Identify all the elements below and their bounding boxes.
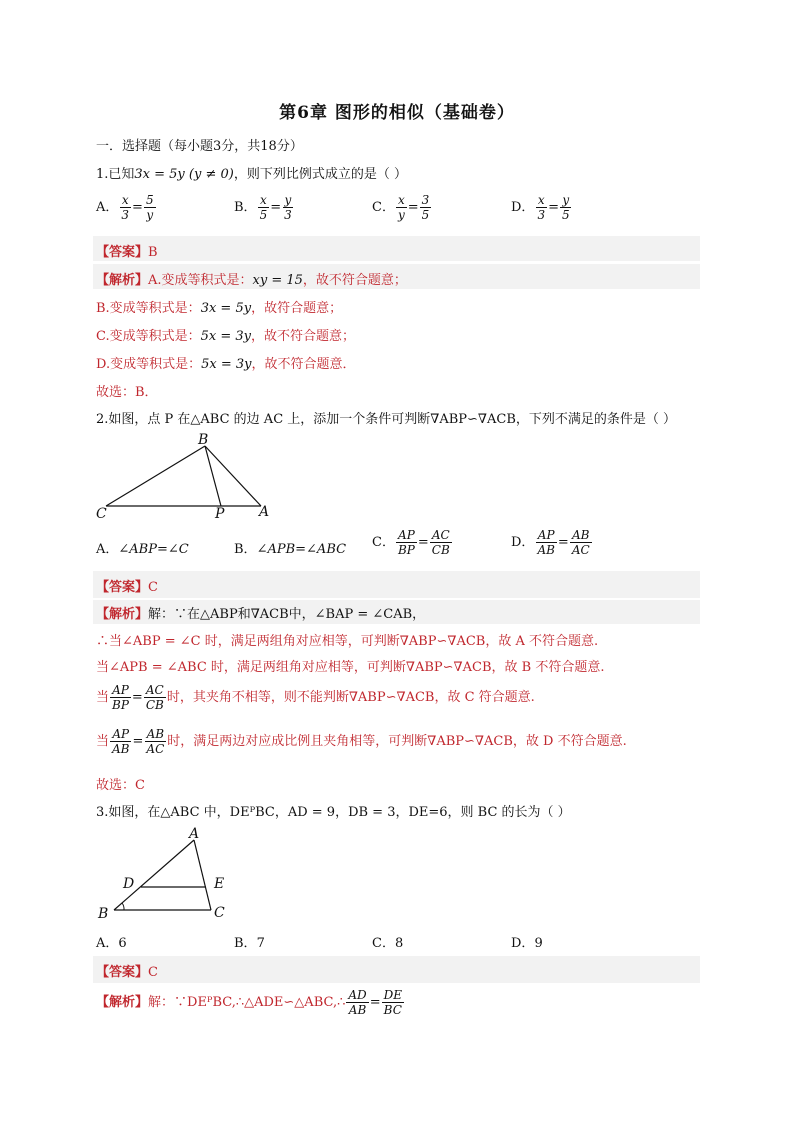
q1-analysis-line-4: D.变成等积式是：5x = 3y，故不符合题意． [96, 357, 356, 372]
q1-answer-bg [93, 236, 700, 261]
q2-analysis-line-2: ∴当∠ABP = ∠C 时，满足两组角对应相等，可判断∇ABP∽∇ACB，故 A 不符合题意. [96, 634, 599, 649]
q1-conclusion: 故选：B． [96, 385, 158, 400]
q1-analysis-line-2: B.变成等积式是：3x = 5y，故符合题意； [96, 301, 343, 316]
q3-option-a[interactable]: A．6 [96, 936, 127, 951]
q2-option-b[interactable]: B．∠APB=∠ABC [234, 542, 347, 557]
q2-triangle-figure [94, 430, 284, 522]
q1-analysis-line-3: C.变成等积式是：5x = 3y，故不符合题意； [96, 329, 356, 344]
page-title: 第6章 图形的相似（基础卷） [279, 103, 515, 123]
q1-option-d[interactable]: D． $\frac{x}{3}$ = $\frac{y}{5}$ [511, 193, 570, 222]
q1-option-a[interactable]: A． $\frac{x}{3}$ = $\frac{5}{y}$ [96, 193, 154, 222]
q3-triangle-figure [94, 822, 234, 922]
q1-analysis-line-1: 【解析】A.变成等积式是：xy = 15，故不符合题意； [96, 273, 407, 288]
q2-option-a[interactable]: A．∠ABP=∠C [96, 542, 189, 557]
q3-option-b[interactable]: B．7 [234, 936, 265, 951]
q3-option-c[interactable]: C．8 [372, 936, 404, 951]
q2-label-b: B [198, 432, 209, 448]
q2-answer-bg [93, 571, 700, 598]
q3-answer-bg [93, 956, 700, 983]
q3-answer: 【答案】C [96, 965, 158, 980]
q2-answer: 【答案】C [96, 580, 158, 595]
q3-analysis-line-1: 【解析】解：∵DEᴾBC,∴△ADE∽△ABC,∴ $\frac{AD}{AB}$ = $\frac{DE}{BC}$ [96, 988, 402, 1017]
q2-option-c[interactable]: C． $\frac{AP}{BP}$ = $\frac{AC}{CB}$ [372, 528, 450, 557]
q2-analysis-line-1: 【解析】解：∵在△ABP和∇ACB中，∠BAP = ∠CAB， [96, 607, 426, 622]
q3-option-d[interactable]: D．9 [511, 936, 543, 951]
q1-option-b[interactable]: B． $\frac{x}{5}$ = $\frac{y}{3}$ [234, 193, 292, 222]
q3-label-d: D [123, 876, 135, 892]
q3-label-e: E [214, 876, 225, 892]
q3-label-a: A [189, 826, 200, 842]
q2-label-p: P [215, 506, 225, 522]
q3-label-b: B [98, 906, 109, 922]
q3-label-c: C [214, 905, 225, 921]
q2-conclusion: 故选：C [96, 778, 145, 793]
q2-stem: 2.如图，点 P 在△ABC 的边 AC 上，添加一个条件可判断∇ABP∽∇ACB，下列不满足的条件是（ ） [96, 412, 677, 427]
q1-option-c[interactable]: C． $\frac{x}{y}$ = $\frac{3}{5}$ [372, 193, 430, 222]
q2-analysis-line-5: 当 $\frac{AP}{AB}$ = $\frac{AB}{AC}$ 时，满足两边对应成比例且夹角相等，可判断∇ABP∽∇ACB，故 D 不符合题意. [96, 727, 627, 756]
q2-analysis-line-4: 当 $\frac{AP}{BP}$ = $\frac{AC}{CB}$ 时，其夹角不相等，则不能判断∇ABP∽∇ACB，故 C 符合题意. [96, 683, 535, 712]
q2-label-c: C [96, 506, 107, 522]
section-heading: 一．选择题（每小题3分，共18分） [96, 139, 303, 154]
q2-analysis-line-3: 当∠APB = ∠ABC 时，满足两组角对应相等，可判断∇ABP∽∇ACB，故 B 不符合题意. [96, 660, 605, 675]
q1-stem: 1.已知3x = 5y (y ≠ 0)，则下列比例式成立的是（ ） [96, 167, 407, 182]
q2-option-d[interactable]: D． $\frac{AP}{AB}$ = $\frac{AB}{AC}$ [511, 528, 590, 557]
q2-label-a: A [259, 504, 270, 520]
q3-stem: 3.如图，在△ABC 中，DEᴾBC，AD = 9，DB = 3，DE=6，则 BC 的长为（ ） [96, 805, 571, 820]
q1-answer: 【答案】B [96, 245, 158, 260]
